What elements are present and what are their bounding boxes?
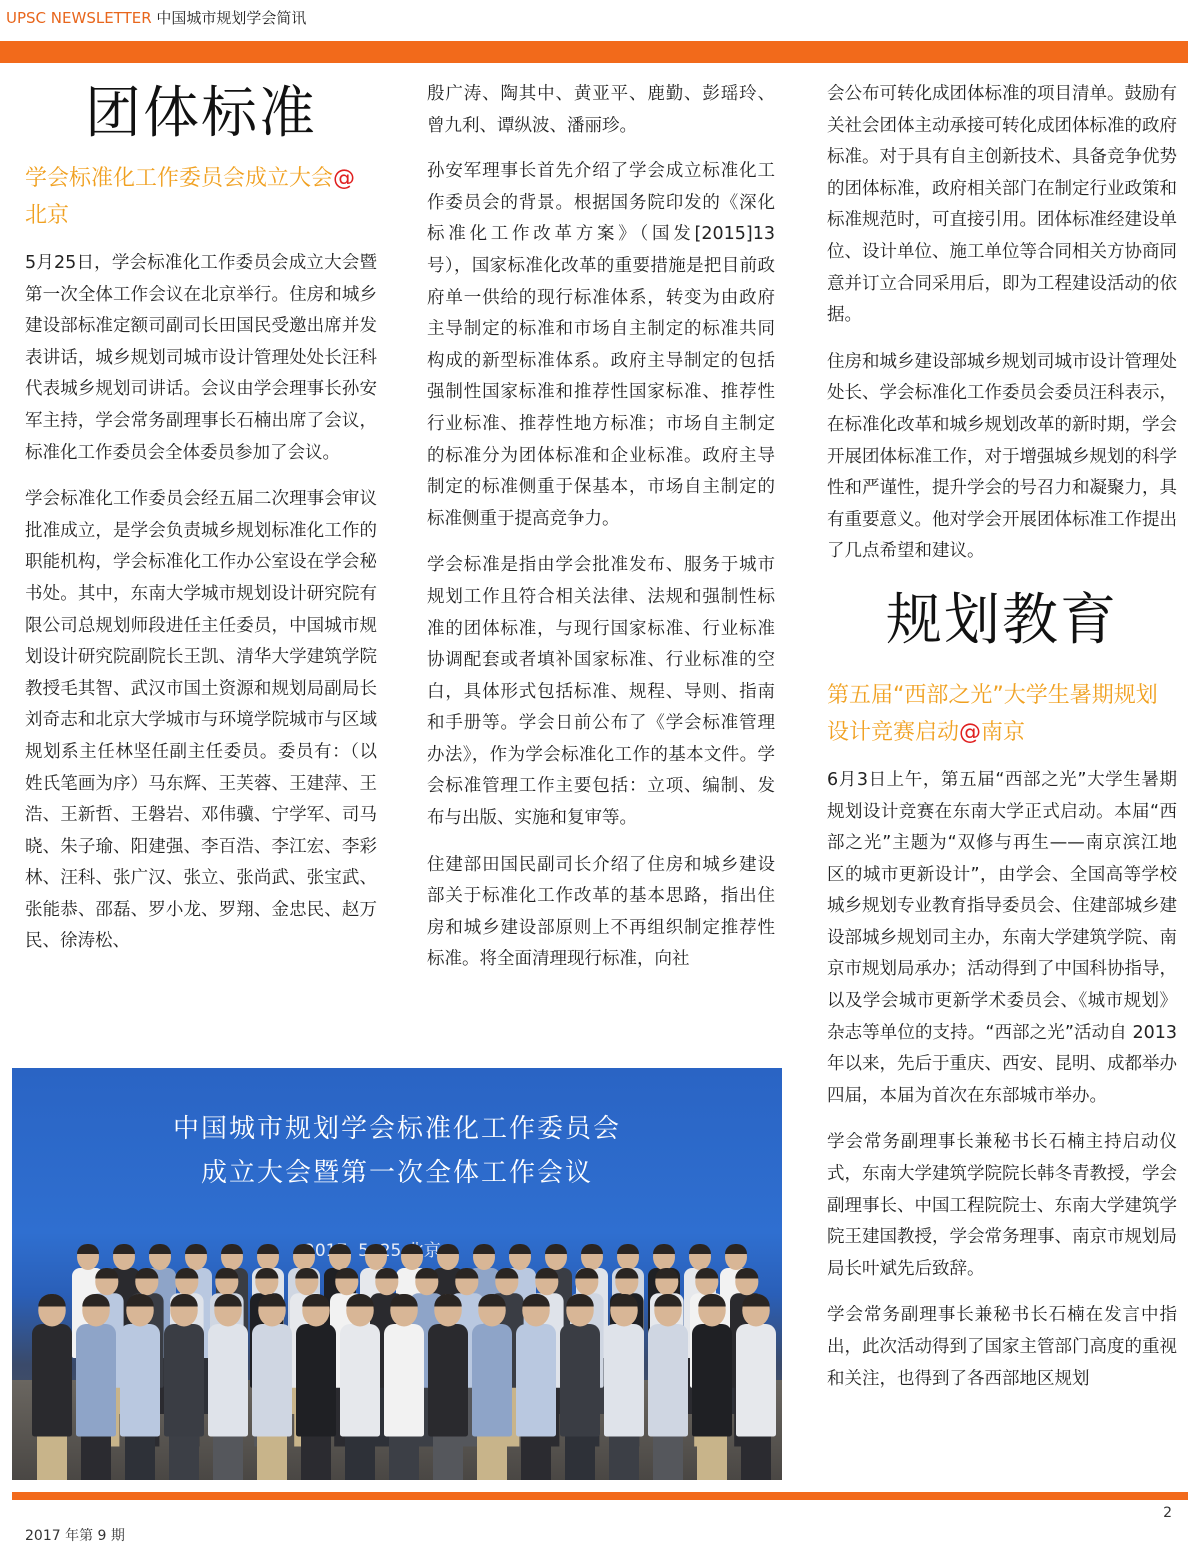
headline-city: 北京 (25, 203, 70, 228)
article-paragraph: 5月25日，学会标准化工作委员会成立大会暨第一次全体工作会议在北京举行。住房和城乡建设部标准定额司副司长田国民受邀出席并发表讲话，城乡规划司城市设计管理处处长汪科代表城乡规划司讲话。会议由学会理事长孙安军主持，学会常务副理事长石楠出席了会议，标准化工作委员会全体委员参加了会议。 (25, 253, 377, 463)
column-2 (427, 79, 775, 991)
headline-at-sign: @ (959, 719, 982, 745)
article-paragraph: 殷广涛、陶其中、黄亚平、鹿勤、彭瑶玲、曾九利、谭纵波、潘丽珍。 (427, 84, 775, 136)
photo-banner-line-2: 成立大会暨第一次全体工作会议 (200, 1158, 593, 1188)
page-header (6, 7, 306, 28)
header-accent-bar (0, 41, 1188, 63)
article-paragraph: 住房和城乡建设部城乡规划司城市设计管理处处长、学会标准化工作委员会委员汪科表示，在标准化改革和城乡规划改革的新时期，学会开展团体标准工作，对于增强城乡规划的科学性和严谨性，提升学会的号召力和凝聚力，具有重要意义。他对学会开展团体标准工作提出了几点希望和建议。 (827, 351, 1177, 562)
column-3 (827, 79, 1177, 1410)
article-paragraph: 学会常务副理事长兼秘书长石楠在发言中指出，此次活动得到了国家主管部门高度的重视和关注，也得到了各西部地区规划 (827, 1305, 1177, 1389)
headline-text: 第五届“西部之光”大学生暑期规划设计竞赛启动 (827, 682, 1158, 745)
article-paragraph: 会公布可转化成团体标准的项目清单。鼓励有关社会团体主动承接可转化成团体标准的政府标准。对于具有自主创新技术、具备竞争优势的团体标准，政府相关部门在制定行业政策和标准规范时，可直接引用。团体标准经建设单位、设计单位、施工单位等合同相关方协商同意并订立合同采用后，即为工程建设活动的依据。 (827, 84, 1177, 326)
article-paragraph: 住建部田国民副司长介绍了住房和城乡建设部关于标准化工作改革的基本思路，指出住房和城乡建设部原则上不再组织制定推荐性标准。将全面清理现行标准，向社 (427, 854, 775, 970)
article-paragraph: 学会标准化工作委员会经五届二次理事会审议批准成立，是学会负责城乡规划标准化工作的职能机构，学会标准化工作办公室设在学会秘书处。其中，东南大学城市规划设计研究院有限公司总规划师段进任主任委员，中国城市规划设计研究院副院长王凯、清华大学建筑学院教授毛其智、武汉市国土资源和规划局副局长刘奇志和北京大学城市与环境学院城市与区域规划系主任林坚任副主任委员。委员有：（以姓氏笔画为序）马东辉、王芙蓉、王建萍、王浩、王新哲、王磐岩、邓伟骥、宁学军、司马晓、朱子瑜、阳建强、李百浩、李江宏、李彩林、汪科、张广汉、张立、张尚武、张宝武、张能恭、邵磊、罗小龙、罗翔、金忠民、赵万民、徐涛松、 (25, 489, 377, 952)
section-title-education: 规划教育 (886, 587, 1118, 653)
section-title-standards: 团体标准 (85, 81, 317, 146)
article-paragraph: 孙安军理事长首先介绍了学会成立标准化工作委员会的背景。根据国务院印发的《深化标准化工作改革方案》（国发[2015]13 号），国家标准化改革的重要措施是把目前政府单一供给的现行标准体系，转变为由政府主导制定的标准和市场自主制定的标准共同构成的新型标准体系。政府主导制定的包括强制性国家标准和推荐性国家标准、推荐性行业标准、推荐性地方标准；市场自主制定的标准分为团体标准和企业标准。政府主导制定的标准侧重于保基本，市场自主制定的标准侧重于提高竞争力。 (427, 161, 775, 529)
article-paragraph: 学会常务副理事长兼秘书长石楠主持启动仪式，东南大学建筑学院院长韩冬青教授，学会副理事长、中国工程院院士、东南大学建筑学院王建国教授，学会常务理事、南京市规划局局长叶斌先后致辞。 (827, 1132, 1177, 1279)
column-1 (25, 76, 377, 973)
newsletter-subtitle: 中国城市规划学会简讯 (156, 9, 307, 27)
photo-banner-date: 25 北京 (379, 1241, 441, 1261)
article-headline-standards-committee (25, 160, 377, 234)
issue-label: 2017 年第 9 期 (25, 1528, 125, 1544)
article-paragraph: 6月3日上午，第五届“西部之光”大学生暑期规划设计竞赛在东南大学正式启动。本届“西部之光”主题为“双修与再生——南京滨江地区的城市更新设计”，由学会、全国高等学校城乡规划专业教育指导委员会、住建部城乡建设部城乡规划司主办，东南大学建筑学院、南京市规划局承办；活动得到了中国科协指导，以及学会城市更新学术委员会、《城市规划》杂志等单位的支持。“西部之光”活动自 2013 年以来，先后于重庆、西安、昆明、成都举办四届，本届为首次在东部城市举办。 (827, 769, 1177, 1106)
footer-accent-bar (12, 1492, 1188, 1500)
photo-banner-line-1: 中国城市规划学会标准化工作委员会 (172, 1114, 621, 1144)
headline-at-sign: @ (333, 166, 356, 191)
headline-city: 南京 (981, 719, 1026, 745)
article-paragraph: 学会标准是指由学会批准发布、服务于城市规划工作且符合相关法律、法规和强制性标准的团体标准，与现行国家标准、行业标准协调配套或者填补国家标准、行业标准的空白，具体形式包括标准、规程、导则、指南和手册等。学会日前公布了《学会标准管理办法》，作为学会标准化工作的基本文件。学会标准管理工作主要包括：立项、编制、发布与出版、实施和复审等。 (427, 555, 775, 829)
newsletter-brand: UPSC NEWSLETTER (6, 9, 152, 27)
group-photo (12, 1068, 782, 1480)
article-headline-west-light-competition (827, 677, 1177, 751)
page-number: 2 (1163, 1505, 1172, 1521)
headline-text: 学会标准化工作委员会成立大会 (25, 166, 334, 191)
